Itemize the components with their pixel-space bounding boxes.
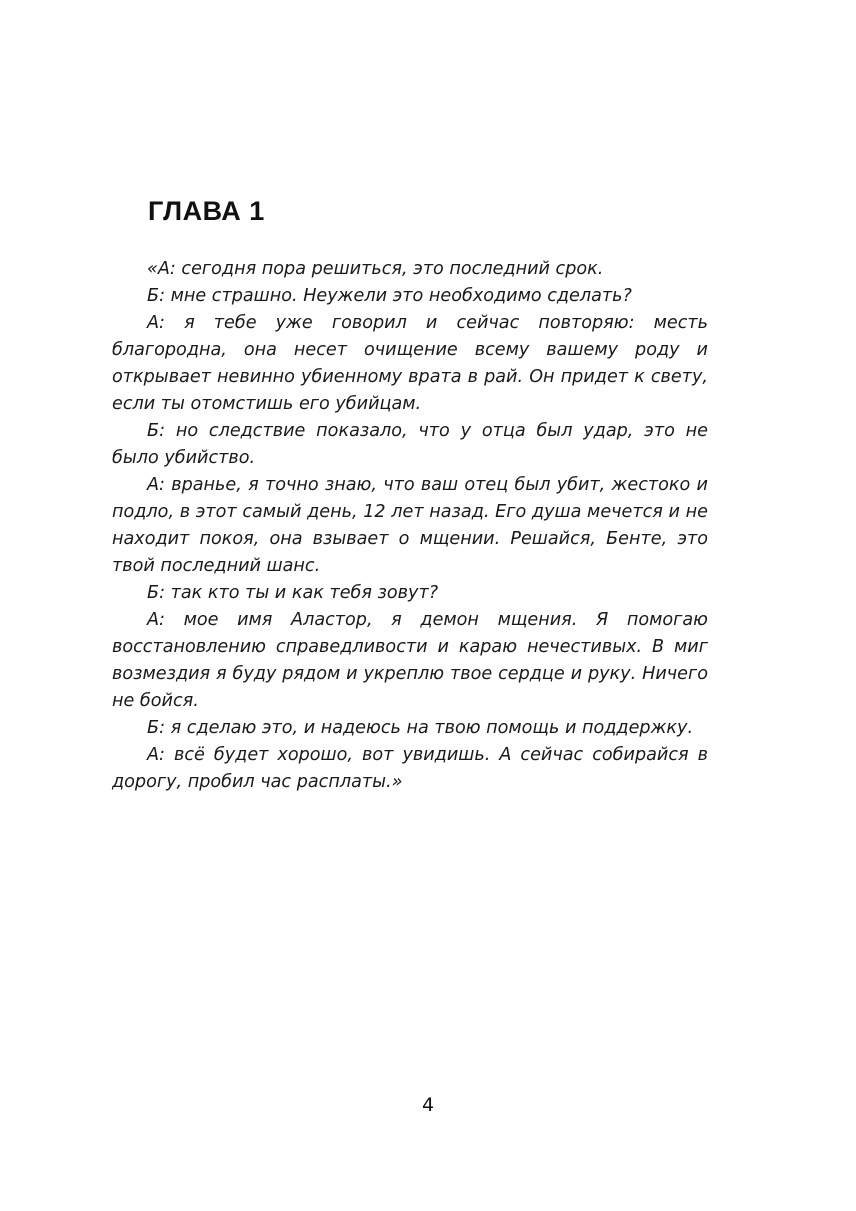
paragraph: Б: мне страшно. Неужели это необходимо сделать?: [147, 286, 632, 306]
paragraph: А: всё будет хорошо, вот увидишь. А сейчас собирайся в дорогу, пробил час расплаты.»: [112, 745, 708, 792]
chapter-title: ГЛАВА 1: [148, 196, 265, 226]
page-number: 4: [421, 1094, 435, 1116]
paragraph: А: вранье, я точно знаю, что ваш отец был убит, жестоко и подло, в этот самый день, 12 лет назад. Его душа мечется и не находит покоя, она взывает о мщении. Решайся, Бенте, это твой последний шанс.: [112, 475, 708, 576]
dialogue-text: [112, 256, 708, 796]
paragraph: А: я тебе уже говорил и сейчас повторяю: месть благородна, она несет очищение всему вашему роду и открывает невинно убиенному врата в рай. Он придет к свету, если ты отомстишь его убийцам.: [112, 313, 708, 414]
paragraph: Б: так кто ты и как тебя зовут?: [147, 583, 439, 603]
paragraph: Б: но следствие показало, что у отца был удар, это не было убийство.: [112, 421, 708, 468]
paragraph: Б: я сделаю это, и надеюсь на твою помощь и поддержку.: [147, 718, 694, 738]
paragraph: «А: сегодня пора решиться, это последний срок.: [147, 259, 604, 279]
paragraph: А: мое имя Аластор, я демон мщения. Я помогаю восстановлению справедливости и караю нечестивых. В миг возмездия я буду рядом и укреплю твое сердце и руку. Ничего не бойся.: [112, 610, 708, 711]
